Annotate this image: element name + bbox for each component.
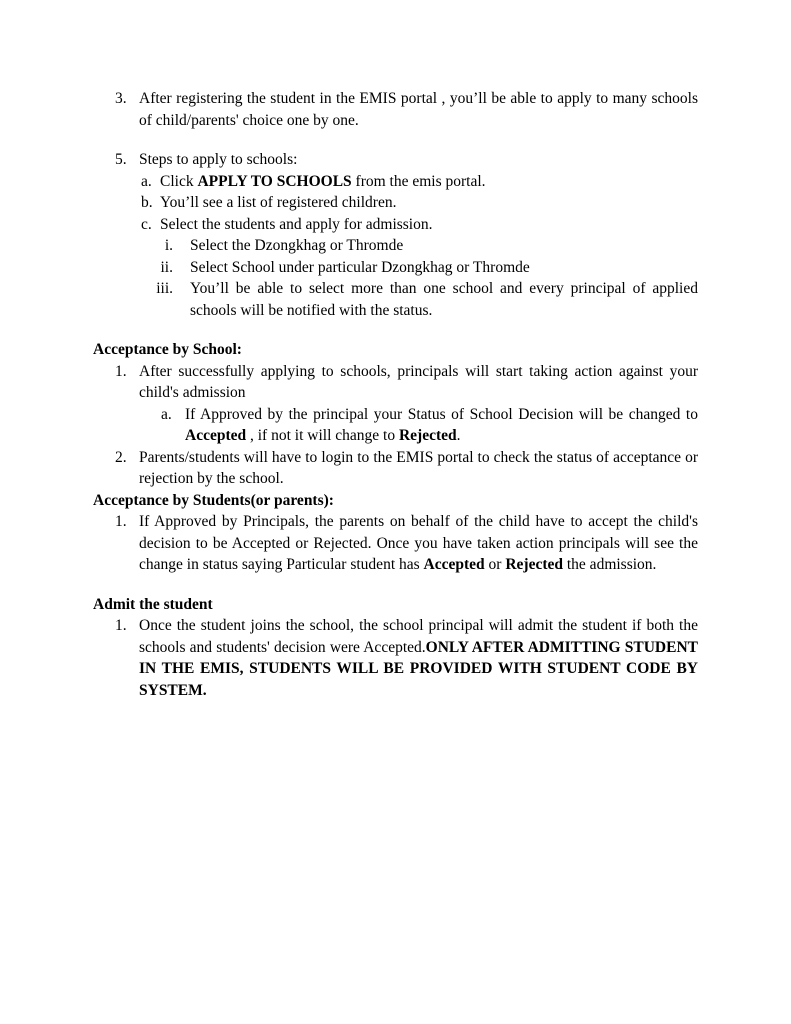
bold-text-run: Rejected [505, 556, 563, 573]
bold-text-run: Accepted [423, 556, 485, 573]
list-item-5a [141, 171, 698, 193]
bold-text-run: APPLY TO SCHOOLS [197, 172, 352, 190]
school-item-1-text: After successfully applying to schools, principals will start taking action against your child's admission [139, 362, 698, 401]
blank-line [93, 321, 698, 339]
admit-item-1 [115, 615, 698, 701]
list-item-5c-i-text: Select the Dzongkhag or Thromde [190, 237, 404, 254]
list-item-5c-i [140, 235, 698, 257]
list-item-5c-text: Select the students and apply for admission. [160, 215, 433, 233]
text-run: Click [160, 172, 198, 190]
document-content [93, 88, 698, 701]
list-item-5b [141, 192, 698, 214]
text-run: the admission. [563, 556, 657, 573]
text-run: from the emis portal. [351, 172, 486, 190]
list-marker: iii. [156, 280, 173, 297]
school-item-2-text: Parents/students will have to login to the EMIS portal to check the status of acceptance or rejection by the school. [139, 448, 698, 487]
students-item-1-text [139, 511, 698, 576]
admit-item-1-text [139, 615, 698, 701]
text-run: If Approved by Principals, the parents on behalf of the child have to accept the child's decision to be Accepted or Rejected. Once you have taken action principals will see the change in status saying Particular student has [139, 513, 698, 573]
list-marker: 2. [115, 448, 127, 466]
text-run: . [456, 427, 461, 444]
list-item-5b-text: You’ll see a list of registered children. [160, 194, 397, 211]
list-marker: ii. [160, 258, 173, 276]
blank-line [93, 576, 698, 594]
bold-text-run: Accepted [185, 427, 247, 444]
text-run: If Approved by the principal your Status of School Decision will be changed to [185, 405, 698, 423]
heading-acceptance-by-students: Acceptance by Students(or parents): [93, 491, 334, 509]
school-item-1a-text [185, 404, 698, 447]
list-item-3-text: After registering the student in the EMIS portal , you’ll be able to apply to many schools of child/parents' choice one by one. [139, 90, 698, 129]
list-marker: 1. [115, 362, 127, 380]
list-item-5-text: Steps to apply to schools: [139, 151, 298, 168]
list-item-5 [115, 149, 698, 171]
list-item-3 [115, 88, 698, 131]
list-marker: 5. [115, 151, 127, 168]
school-item-1 [115, 361, 698, 404]
blank-line [93, 131, 698, 149]
students-item-1 [115, 511, 698, 576]
list-item-5c-iii [140, 278, 698, 321]
school-item-2 [115, 447, 698, 490]
list-marker: 3. [115, 90, 127, 107]
school-item-1a [161, 404, 698, 447]
list-marker: a. [161, 405, 172, 423]
list-marker: 1. [115, 513, 127, 530]
heading-acceptance-by-school: Acceptance by School: [93, 341, 242, 358]
bold-text-run: Rejected [398, 427, 457, 444]
list-item-5c-ii-text: Select School under particular Dzongkhag or Thromde [190, 258, 530, 276]
text-run: or [484, 556, 506, 573]
bold-text-run: ONLY AFTER ADMITTING STUDENT IN THE EMIS, STUDENTS WILL BE PROVIDED WITH STUDENT CODE BY SYSTEM. [139, 638, 698, 699]
list-item-5a-text [160, 171, 698, 193]
list-marker: a. [141, 172, 152, 190]
list-item-5c [141, 214, 698, 236]
list-marker: i. [164, 237, 173, 254]
list-marker: c. [141, 215, 152, 233]
text-run: Once the student joins the school, the school principal will admit the student if both the schools and students' decision were Accepted. [139, 617, 698, 656]
list-item-5c-iii-text: You’ll be able to select more than one school and every principal of applied schools will be notified with the status. [190, 280, 698, 319]
list-marker: b. [141, 194, 153, 211]
list-item-5c-ii [140, 257, 698, 279]
heading-admit-the-student: Admit the student [93, 595, 213, 613]
list-marker: 1. [115, 617, 127, 634]
text-run: , if not it will change to [246, 427, 399, 444]
